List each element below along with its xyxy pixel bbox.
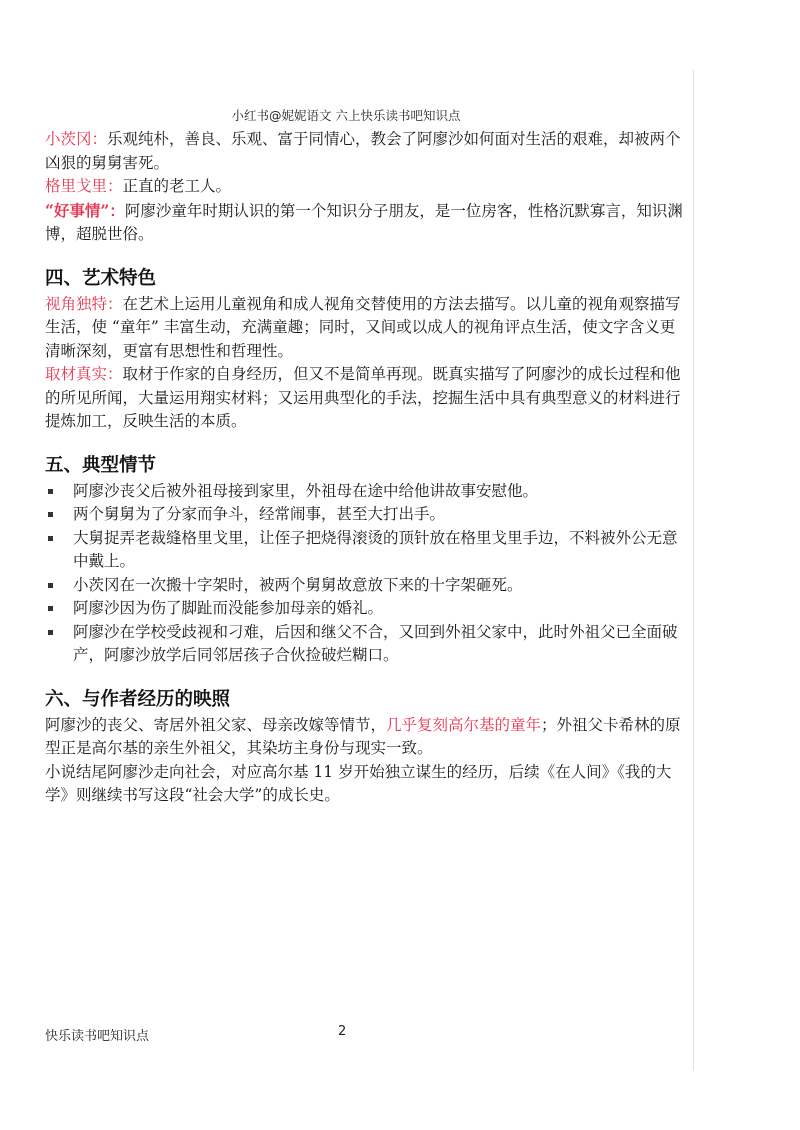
list-item xyxy=(45,527,685,574)
section-heading: 四、艺术特色 xyxy=(45,267,157,289)
bullet-icon xyxy=(48,606,53,611)
highlight-text: 几乎复刻高尔基的童年 xyxy=(386,715,542,734)
page-edge xyxy=(693,70,694,1070)
character-desc: 阿廖沙童年时期认识的第一个知识分子朋友，是一位房客，性格沉默寡言，知识渊博，超脱世俗。 xyxy=(45,201,683,243)
plot-list xyxy=(45,480,685,668)
list-item xyxy=(45,621,685,668)
list-item xyxy=(45,503,685,527)
bullet-icon xyxy=(48,489,53,494)
list-item xyxy=(45,574,685,598)
character-paragraph xyxy=(45,128,685,175)
list-item-text: 阿廖沙丧父后被外祖母接到家里，外祖母在途中给他讲故事安慰他。 xyxy=(73,481,539,500)
character-paragraph xyxy=(45,199,685,247)
list-item-text: 阿廖沙因为伤了脚趾而没能参加母亲的婚礼。 xyxy=(73,599,384,617)
list-item-text: 小茨冈在一次搬十字架时，被两个舅舅故意放下来的十字架砸死。 xyxy=(73,575,523,594)
character-desc: 乐观纯朴，善良、乐观、富于同情心，教会了阿廖沙如何面对生活的艰难，却被两个凶狠的舅舅害死。 xyxy=(45,130,681,172)
character-desc: 正直的老工人。 xyxy=(122,177,232,195)
section-heading: 六、与作者经历的映照 xyxy=(45,688,231,710)
list-item xyxy=(45,597,685,621)
feature-name: 视角独特： xyxy=(45,294,123,313)
character-name: “好事情”： xyxy=(45,200,125,220)
bullet-icon xyxy=(48,512,53,517)
page-number: 2 xyxy=(338,1024,347,1039)
feature-paragraph xyxy=(45,293,685,364)
paragraph-text: 阿廖沙的丧父、寄居外祖父家、母亲改嫁等情节， xyxy=(45,715,387,734)
footer-title: 快乐读书吧知识点 xyxy=(45,1029,150,1044)
feature-desc: 取材于作家的自身经历，但又不是简单再现。既真实描写了阿廖沙的成长过程和他的所见所闻，大量运用翔实材料；又运用典型化的手法，挖掘生活中具有典型意义的材料进行提炼加工，反映生活的本质。 xyxy=(45,365,681,430)
character-paragraph xyxy=(45,175,685,199)
feature-name: 取材真实： xyxy=(45,365,123,383)
feature-desc: 在艺术上运用儿童视角和成人视角交替使用的方法去描写。以儿童的视角观察描写生活，使 “童年” 丰富生动，充满童趣；同时，又间或以成人的视角评点生活，使文字含义更清晰深刻，更富有思想性和哲理性。 xyxy=(45,294,681,360)
reflection-paragraph: 小说结尾阿廖沙走向社会，对应高尔基 11 岁开始独立谋生的经历，后续《在人间》《我的大学》则继续书写这段“社会大学”的成长史。 xyxy=(45,762,672,804)
bullet-icon xyxy=(48,536,53,541)
page-header: 小红书@妮妮语文 六上快乐读书吧知识点 xyxy=(231,108,461,123)
list-item-text: 阿廖沙在学校受歧视和刁难，后因和继父不合，又回到外祖父家中，此时外祖父已全面破产，阿廖沙放学后同邻居孩子合伙捡破烂糊口。 xyxy=(73,622,678,664)
feature-paragraph xyxy=(45,363,685,434)
section-heading: 五、典型情节 xyxy=(45,454,157,476)
character-name: 小茨冈： xyxy=(45,130,108,148)
character-name: 格里戈里： xyxy=(45,177,123,195)
page-content xyxy=(45,128,685,808)
bullet-icon xyxy=(48,583,53,588)
bullet-icon xyxy=(48,630,53,635)
paragraph-text: ；外祖父卡希林的原型正是高尔基的亲生外祖父，其染坊主身份与现实一致。 xyxy=(45,715,681,757)
list-item xyxy=(45,480,685,504)
list-item-text: 大舅捉弄老裁缝格里戈里，让侄子把烧得滚烫的顶针放在格里戈里手边，不料被外公无意中戴上。 xyxy=(73,528,678,570)
reflection-paragraph xyxy=(45,714,685,761)
list-item-text: 两个舅舅为了分家而争斗，经常闹事，甚至大打出手。 xyxy=(73,505,446,523)
